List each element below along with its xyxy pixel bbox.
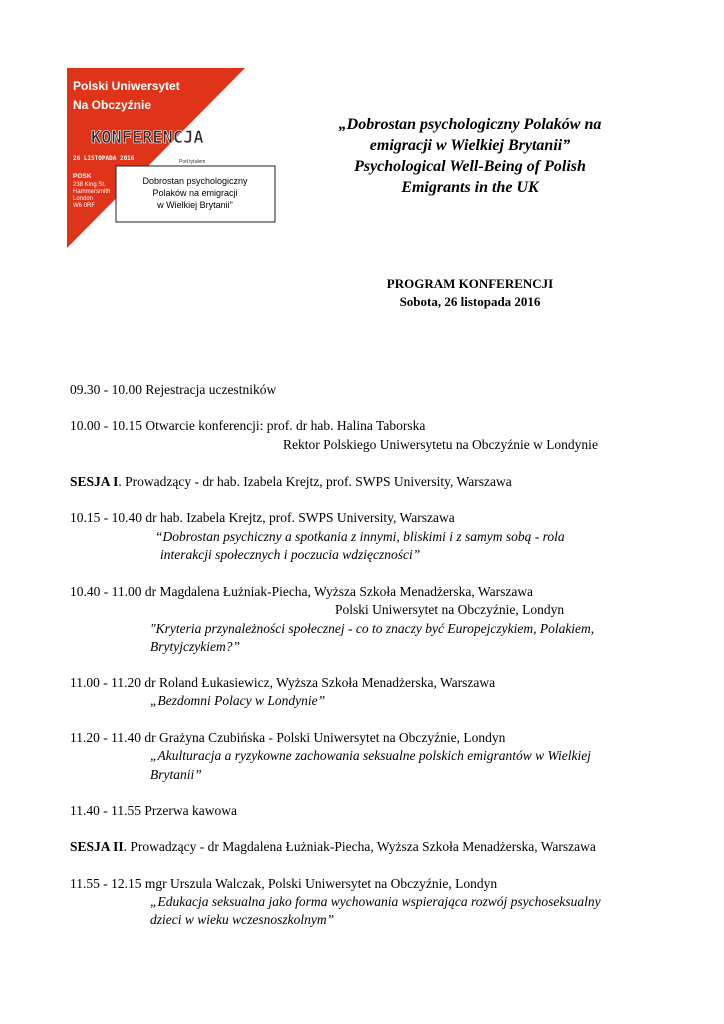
conference-title: [300, 114, 640, 198]
logo-date: 26 LISTOPADA 2016: [73, 155, 135, 162]
agenda-talk-1: 10.15 - 10.40 dr hab. Izabela Krejtz, prof. SWPS University, Warszawa: [70, 510, 455, 525]
agenda-talk-4-title-2: Brytanii”: [150, 767, 202, 782]
logo-address-4: London: [73, 196, 94, 202]
logo-box-line1: Dobrostan psychologiczny: [142, 176, 248, 186]
logo-address-1: POSK: [73, 173, 92, 180]
agenda-talk-1-title-2: interakcji społecznych i poczucia wdzięczności”: [160, 547, 421, 562]
logo-university-line1: Polski Uniwersytet: [73, 79, 180, 93]
logo-address-2: 238 King St.: [73, 182, 106, 188]
agenda-talk-1-title-1: “Dobrostan psychiczny a spotkania z innymi, bliskimi i z samym sobą - rola: [155, 529, 565, 544]
logo-address-5: W6 0RF: [73, 203, 96, 209]
agenda-registration: 09.30 - 10.00 Rejestracja uczestników: [70, 382, 277, 397]
session-1-header: [70, 473, 512, 490]
agenda-talk-2: 10.40 - 11.00 dr Magdalena Łużniak-Piecha, Wyższa Szkoła Menadżerska, Warszawa: [70, 584, 534, 599]
session-2-chair: . Prowadzący - dr Magdalena Łużniak-Piecha, Wyższa Szkoła Menadżerska, Warszawa: [123, 839, 596, 854]
agenda-talk-2-affiliation: Polski Uniwersytet na Obczyźnie, Londyn: [335, 602, 565, 617]
session-2-header: [70, 838, 596, 855]
agenda-talk-2-title-2: Brytyjczykiem?”: [150, 639, 240, 654]
session-1-chair: . Prowadzący - dr hab. Izabela Krejtz, prof. SWPS University, Warszawa: [118, 474, 512, 489]
conference-logo: [67, 68, 277, 248]
program-heading-block: [300, 275, 640, 311]
agenda-coffee-break: 11.40 - 11.55 Przerwa kawowa: [70, 803, 237, 818]
agenda-talk-5-title-2: dzieci w wieku wczesnoszkolnym”: [150, 912, 335, 927]
logo-box-line2: Polaków na emigracji: [152, 188, 238, 198]
session-2-label: SESJA II: [70, 839, 124, 854]
agenda-talk-3-title: „Bezdomni Polacy w Londynie”: [150, 693, 326, 708]
title-line-4: Emigrants in the UK: [401, 179, 539, 196]
session-1-label: SESJA I: [70, 474, 119, 489]
program-heading: PROGRAM KONFERENCJI: [386, 276, 554, 291]
logo-address-3: Hammersmith: [73, 189, 111, 195]
agenda-talk-3: 11.00 - 11.20 dr Roland Łukasiewicz, Wyższa Szkoła Menadżerska, Warszawa: [70, 675, 496, 690]
logo-university-line2: Na Obczyźnie: [73, 98, 152, 112]
agenda-talk-2-title-1: "Kryteria przynależności społecznej - co to znaczy być Europejczykiem, Polakiem,: [150, 621, 595, 636]
agenda-talk-5-title-1: „Edukacja seksualna jako forma wychowania wspierająca rozwój psychoseksualny: [150, 894, 601, 909]
logo-box-line3: w Wielkiej Brytanii": [157, 200, 233, 210]
agenda-opening-affiliation: Rektor Polskiego Uniwersytetu na Obczyźnie w Londynie: [283, 437, 598, 452]
title-line-2: emigracji w Wielkiej Brytanii”: [369, 137, 571, 154]
logo-pod-tytulem: Pod tytułem: [179, 159, 206, 165]
title-line-3: Psychological Well-Being of Polish: [354, 158, 586, 175]
title-line-1: „Dobrostan psychologiczny Polaków na: [338, 116, 602, 133]
agenda-talk-4-title-1: „Akulturacja a ryzykowne zachowania seksualne polskich emigrantów w Wielkiej: [150, 748, 591, 763]
agenda-talk-5: 11.55 - 12.15 mgr Urszula Walczak, Polski Uniwersytet na Obczyźnie, Londyn: [70, 876, 498, 891]
logo-konferencja: KONFERENCJA: [91, 128, 204, 148]
program-date: Sobota, 26 listopada 2016: [399, 294, 541, 309]
agenda-opening: 10.00 - 10.15 Otwarcie konferencji: prof. dr hab. Halina Taborska: [70, 418, 426, 433]
agenda-talk-4: 11.20 - 11.40 dr Grażyna Czubińska - Polski Uniwersytet na Obczyźnie, Londyn: [70, 730, 506, 745]
